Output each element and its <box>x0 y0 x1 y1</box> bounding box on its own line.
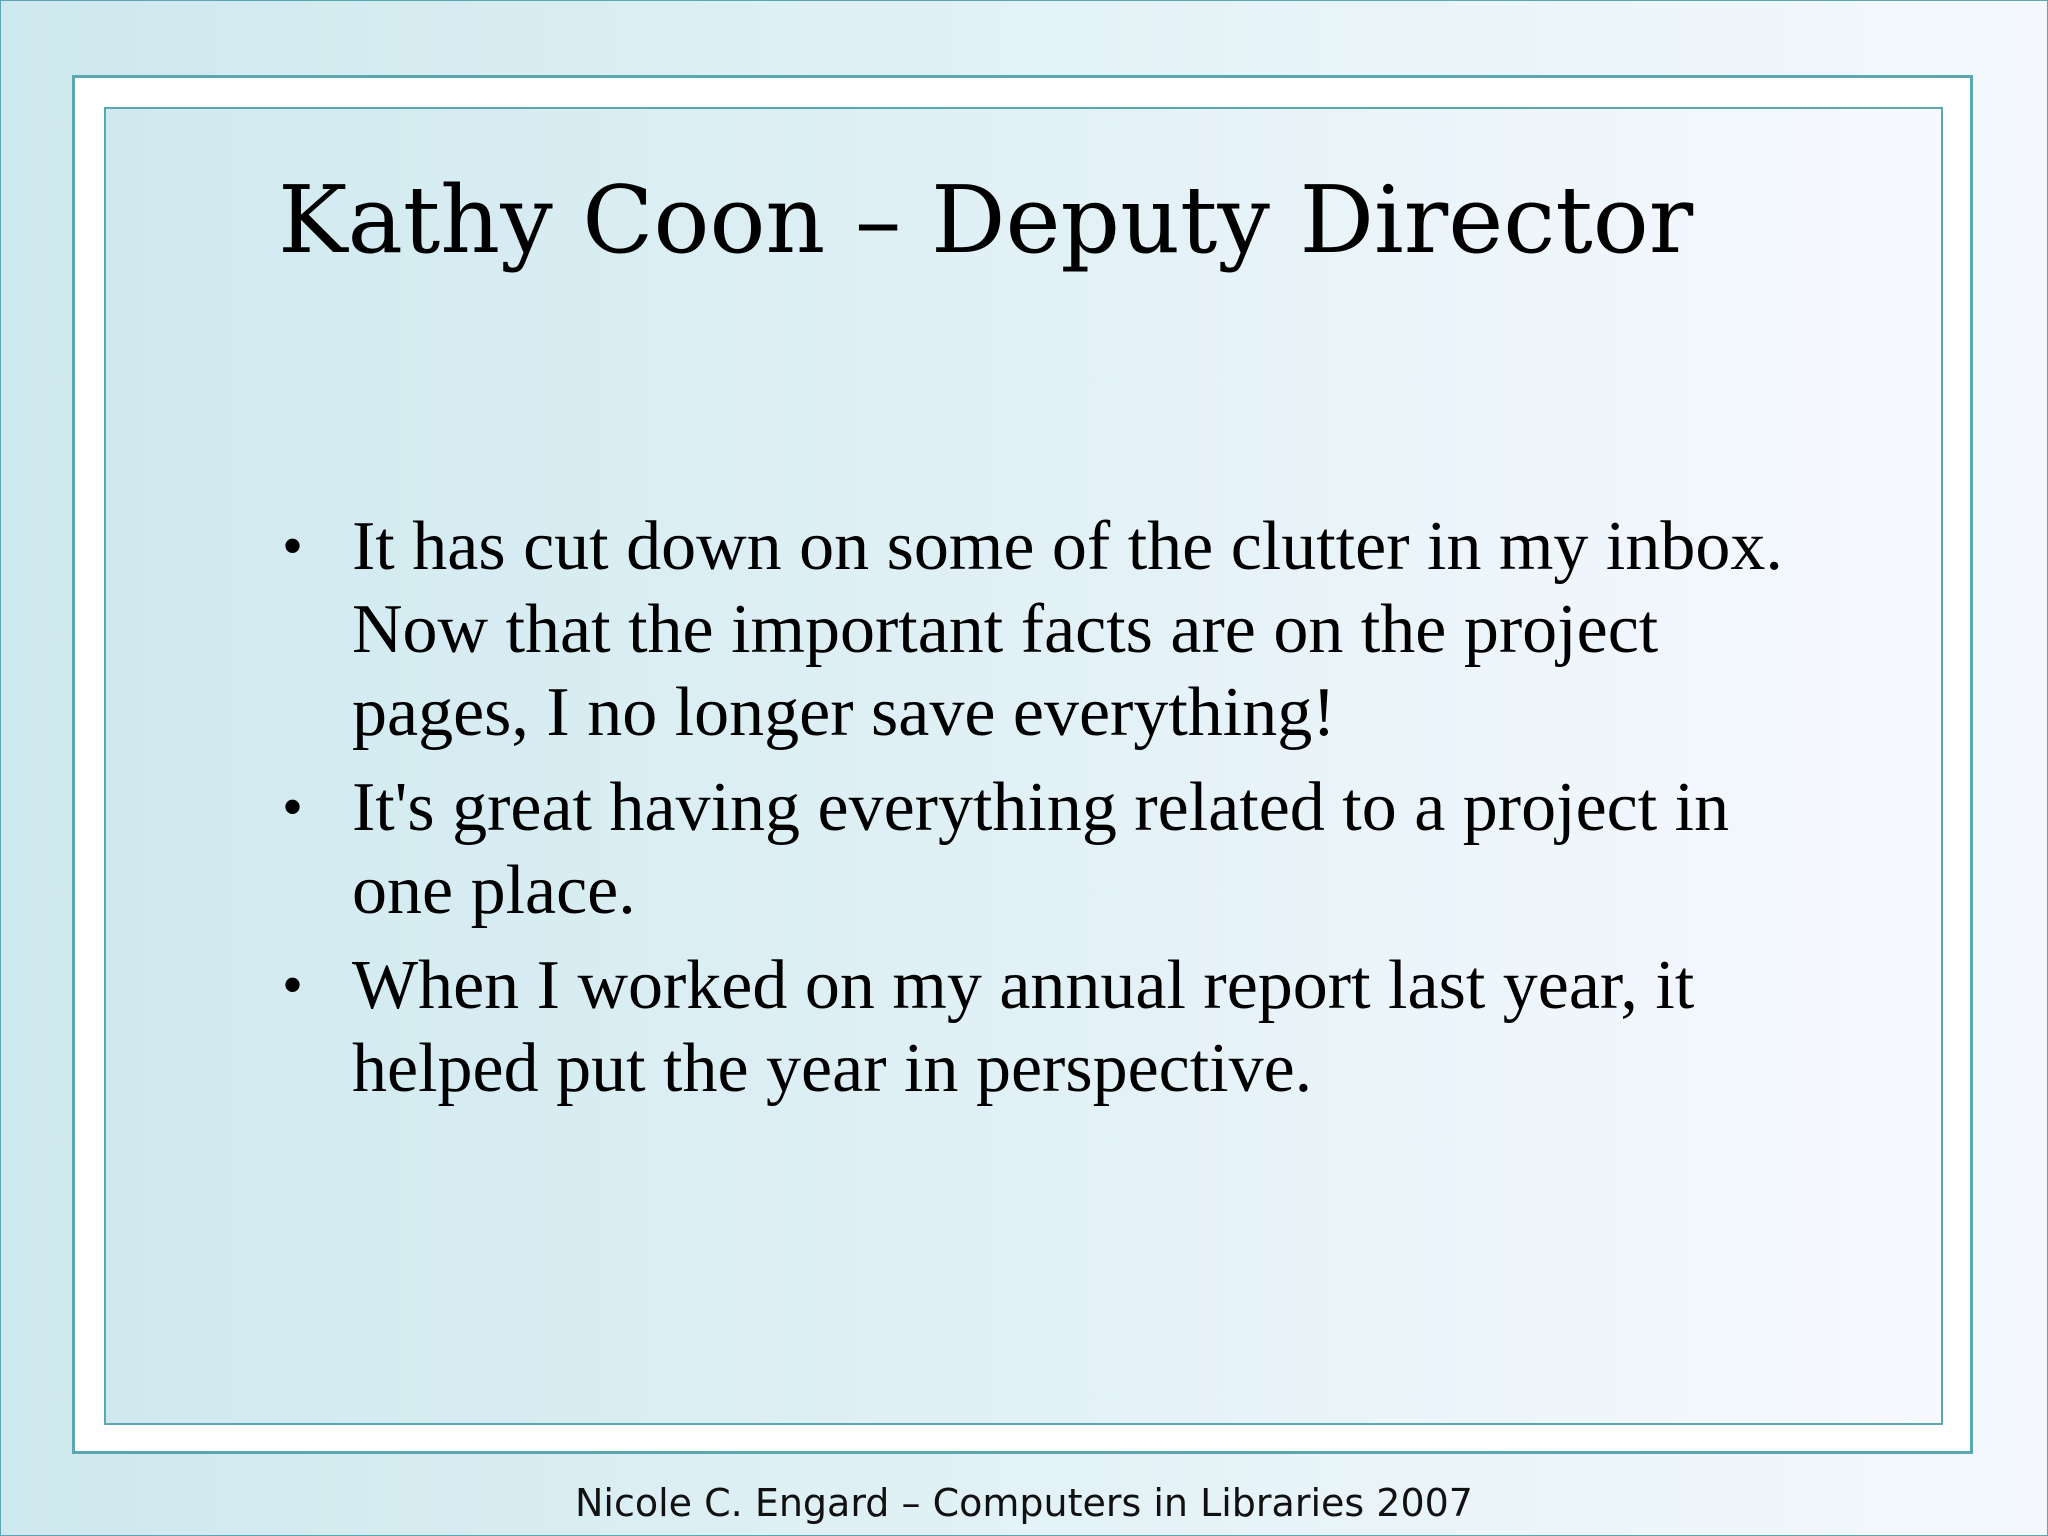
slide-title: Kathy Coon – Deputy Director <box>278 166 1694 274</box>
bullet-item <box>274 766 1814 932</box>
bullet-item <box>274 505 1836 754</box>
bullet-text: It's great having everything related to a project in one place. <box>352 769 1730 929</box>
bullet-dot-icon: • <box>282 952 304 1018</box>
bullet-text: When I worked on my annual report last year, it helped put the year in perspective. <box>352 947 1695 1107</box>
slide-footer: Nicole C. Engard – Computers in Libraries 2007 <box>575 1481 1473 1525</box>
bullet-list <box>274 505 1836 1122</box>
bullet-dot-icon: • <box>282 774 304 840</box>
bullet-text: It has cut down on some of the clutter in my inbox. Now that the important facts are on the project pages, I no longer save everything! <box>352 508 1836 751</box>
bullet-item <box>274 944 1814 1110</box>
bullet-dot-icon: • <box>282 513 304 579</box>
